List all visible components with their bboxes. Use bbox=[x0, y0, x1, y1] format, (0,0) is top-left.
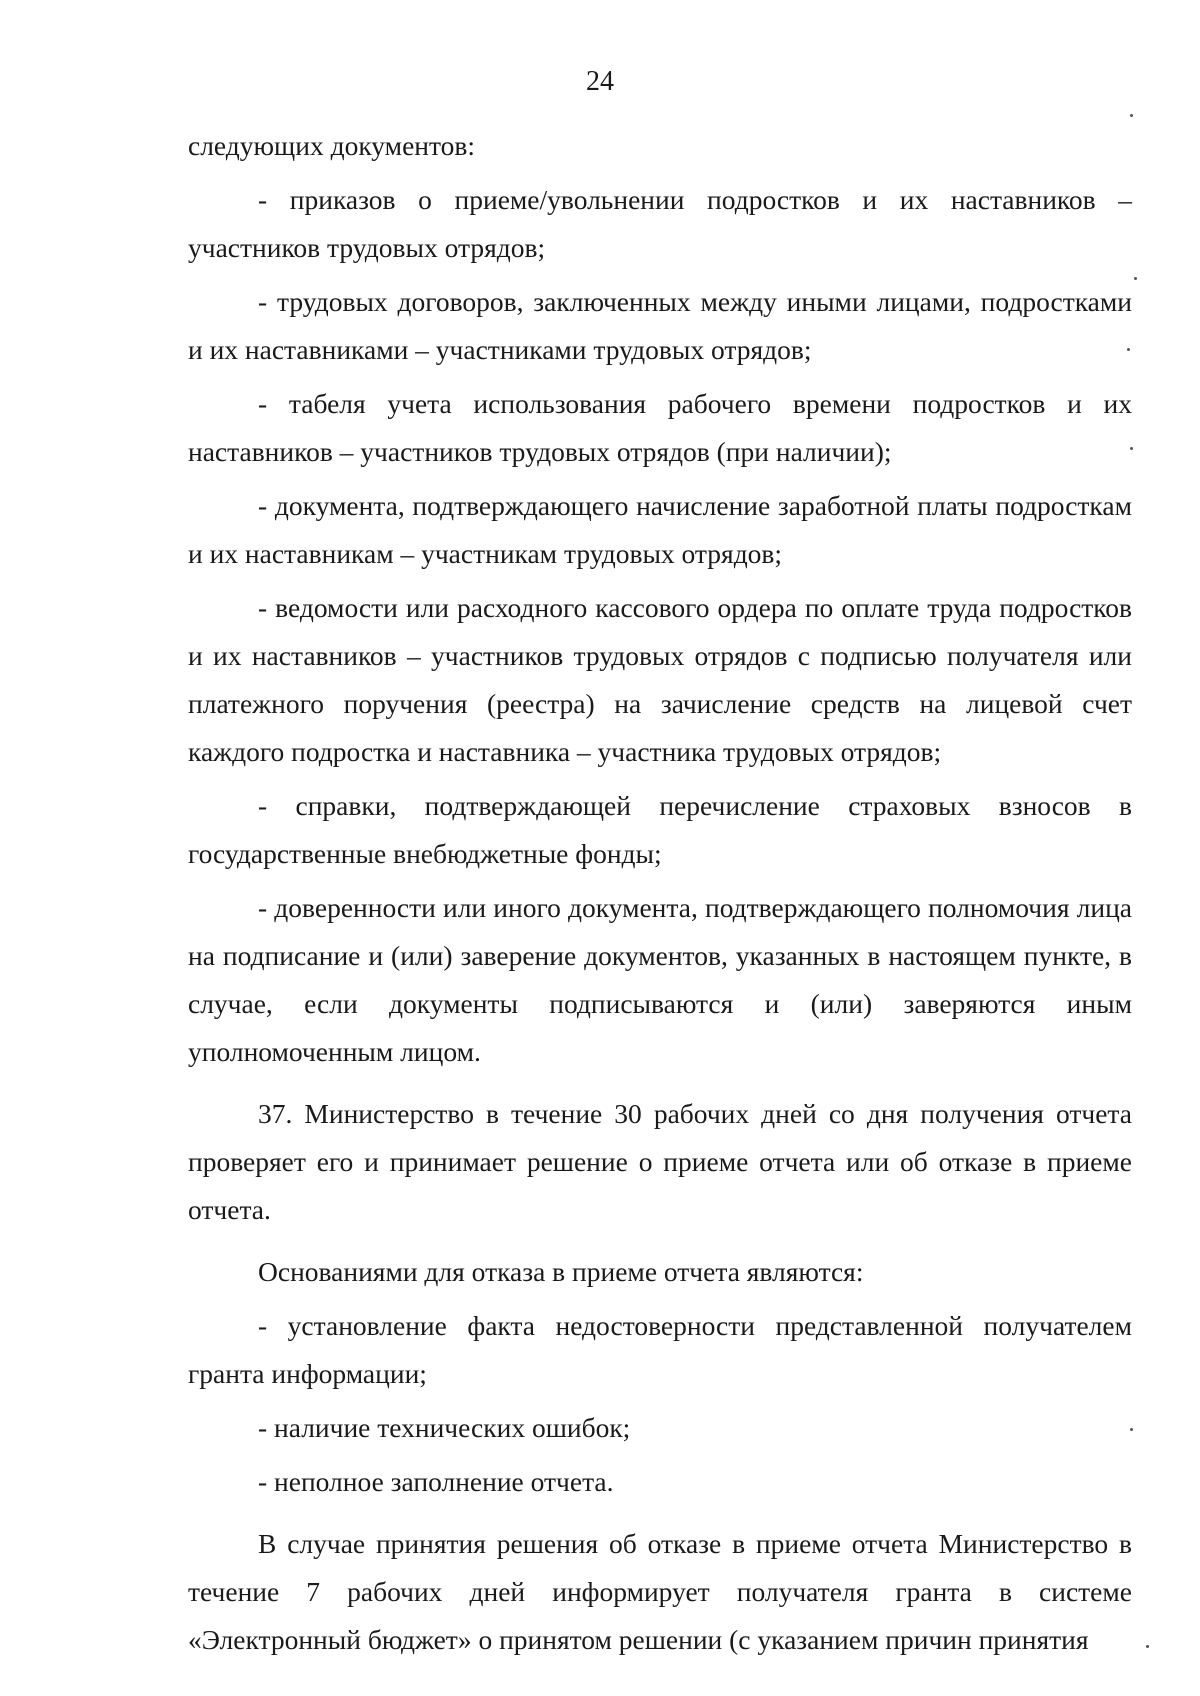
paragraph-refusal-notice: В случае принятия решения об отказе в приеме отчета Министерство в течение 7 рабочих дней информирует получателя гранта в системе «Электронный бюджет» о принятом решении (с указанием причин принятия bbox=[188, 1528, 1132, 1655]
list-item-timesheet: - табеля учета использования рабочего времени подростков и их наставников – участников трудовых отрядов (при наличии); bbox=[188, 388, 1132, 467]
list-item-insurance-certificate: - справки, подтверждающей перечисление страховых взносов в государственные внебюджетные фонды; bbox=[188, 790, 1132, 869]
list-item-orders: - приказов о приеме/увольнении подростков и их наставников – участников трудовых отрядов; bbox=[188, 184, 1132, 263]
list-item-technical-errors: - наличие технических ошибок; bbox=[258, 1412, 631, 1443]
scan-speck bbox=[1127, 348, 1130, 351]
paragraph-intro: следующих документов: bbox=[188, 130, 476, 161]
scan-speck bbox=[1130, 114, 1133, 117]
list-item-incomplete-report: - неполное заполнение отчета. bbox=[258, 1466, 614, 1497]
list-item-false-information: - установление факта недостоверности представленной получателем гранта информации; bbox=[188, 1310, 1132, 1389]
scan-speck bbox=[1130, 1428, 1133, 1431]
scan-speck bbox=[1134, 277, 1137, 280]
list-item-payment-statement: - ведомости или расходного кассового ордера по оплате труда подростков и их наставников – участников трудовых отрядов с подписью получателя или платежного поручения (реестра) на зачисление средств на лицевой счет каждого подростка и наставника – участника трудовых отрядов; bbox=[188, 592, 1132, 767]
document-body bbox=[188, 122, 1132, 1664]
list-item-power-of-attorney: - доверенности или иного документа, подтверждающего полномочия лица на подписание и (или) заверение документов, указанных в настоящем пункте, в случае, если документы подписываются и (или) заверяются иным уполномоченным лицом. bbox=[188, 892, 1132, 1067]
scan-speck bbox=[1146, 1645, 1149, 1648]
page-number: 24 bbox=[586, 66, 614, 97]
list-item-contracts: - трудовых договоров, заключенных между иными лицами, подростками и их наставниками – участниками трудовых отрядов; bbox=[188, 286, 1132, 365]
list-item-salary-document: - документа, подтверждающего начисление заработной платы подросткам и их наставникам – участникам трудовых отрядов; bbox=[188, 490, 1132, 569]
paragraph-clause-37: 37. Министерство в течение 30 рабочих дней со дня получения отчета проверяет его и принимает решение о приеме отчета или об отказе в приеме отчета. bbox=[188, 1098, 1132, 1225]
scan-speck bbox=[1130, 447, 1133, 450]
paragraph-refusal-grounds: Основаниями для отказа в приеме отчета являются: bbox=[258, 1256, 864, 1287]
